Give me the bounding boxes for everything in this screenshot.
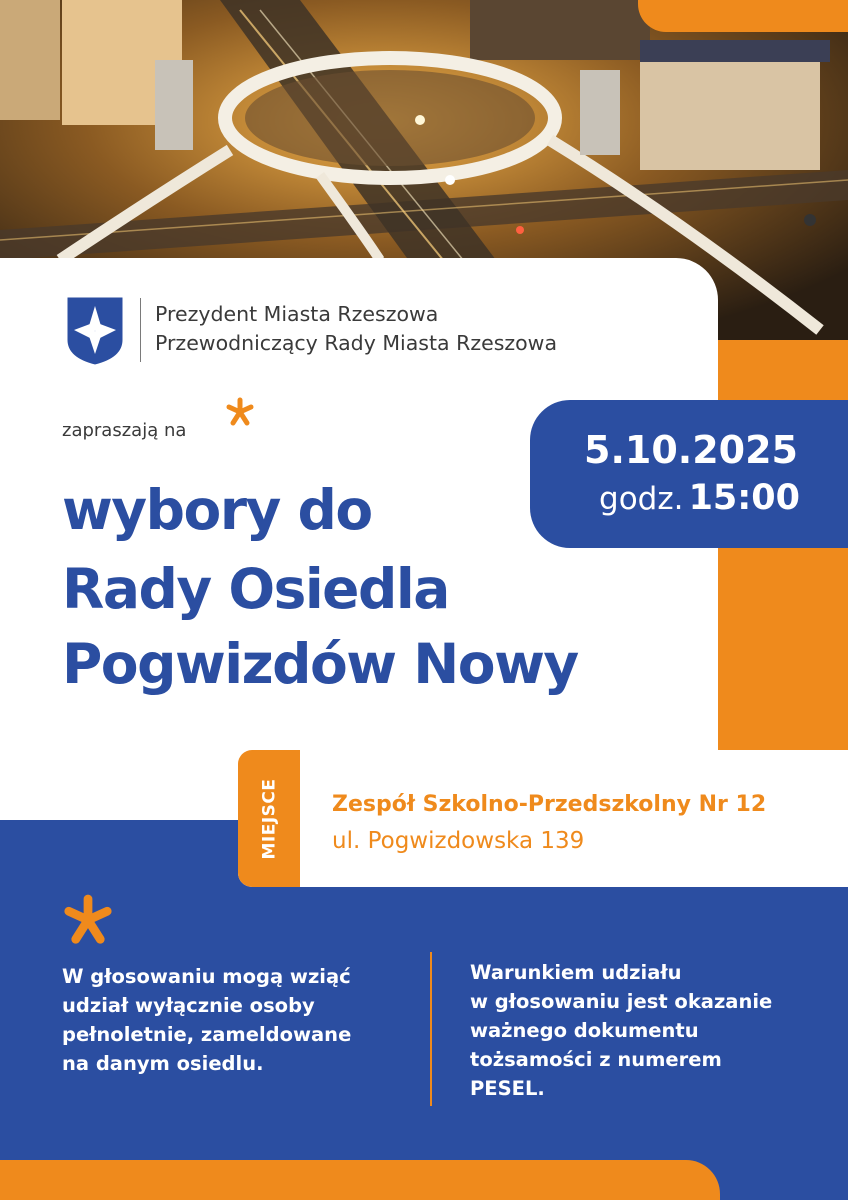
info-document-requirement [470,958,820,1103]
title-line-1: wybory do [62,478,372,542]
date-box [530,400,848,548]
title-line-2: Rady Osiedla [62,557,449,621]
title-line-3: Pogwizdów Nowy [62,632,578,696]
event-time: 15:00 [688,478,800,518]
header-divider [140,298,141,362]
location-label-text: MIEJSCE [259,777,280,860]
asterisk-icon-large [60,892,116,948]
location-box [238,750,848,887]
location-address: ul. Pogwizdowska 139 [332,828,585,854]
org-line-president: Prezydent Miasta Rzeszowa [155,302,439,326]
info-line: udział wyłącznie osoby [62,994,315,1017]
info-line: Warunkiem udziału [470,961,682,984]
time-prefix: godz. [599,481,684,517]
asterisk-icon [224,396,256,428]
info-line: ważnego dokumentu [470,1019,699,1042]
event-time-row [599,478,800,518]
event-date: 5.10.2025 [584,428,798,472]
info-divider [430,952,432,1106]
info-line: tożsamości z numerem [470,1048,722,1071]
invite-text: zapraszają na [62,420,187,441]
info-line: pełnoletnie, zameldowane [62,1023,352,1046]
info-line: W głosowaniu mogą wziąć [62,965,351,988]
info-line: PESEL. [470,1077,545,1100]
info-line: na danym osiedlu. [62,1052,264,1075]
info-eligibility [62,962,422,1078]
orange-accent-bottom [0,1160,720,1200]
orange-accent-top [638,0,848,32]
info-line: w głosowaniu jest okazanie [470,990,773,1013]
location-name: Zespół Szkolno-Przedszkolny Nr 12 [332,792,767,817]
rzeszow-crest-icon [66,296,124,366]
org-line-council-chair: Przewodniczący Rady Miasta Rzeszowa [155,331,558,355]
location-label [238,750,300,887]
